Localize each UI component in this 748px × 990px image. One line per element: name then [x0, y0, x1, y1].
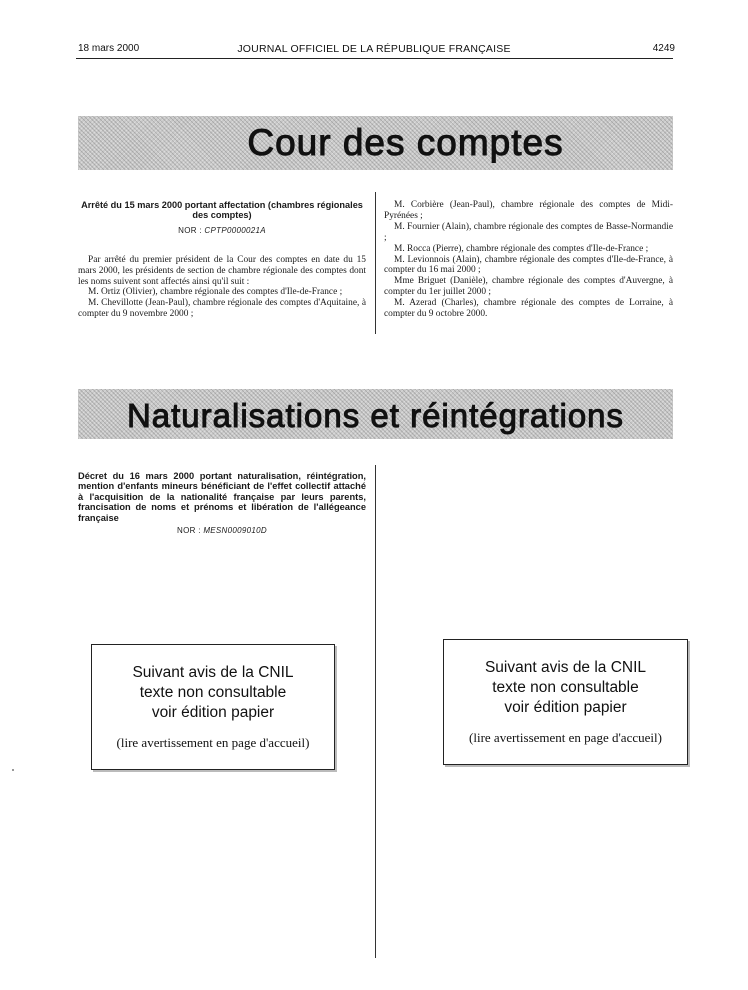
section2-left-column — [78, 471, 366, 537]
cnil-line: Suivant avis de la CNIL — [132, 664, 294, 681]
cnil-line: texte non consultable — [139, 684, 287, 701]
section1-right-column — [384, 200, 673, 320]
cnil-line: texte non consultable — [492, 679, 639, 696]
decret-title: Décret du 16 mars 2000 portant naturalisation, réintégration, mention d'enfants mineurs bénéficiant de l'effet collectif attaché à l'acquisition de la nationalité française par leurs parents, francisation de noms et prénoms et libération de l'allégeance française — [78, 471, 366, 523]
paragraph: Par arrêté du premier président de la Cour des comptes en date du 15 mars 2000, les présidents de section de chambre régionale des comptes dont les noms suivent sont affectés ainsi qu'il suit : — [78, 254, 366, 287]
banner-title: Cour des comptes — [247, 122, 564, 163]
nor-line — [78, 526, 366, 537]
section-banner-cour-des-comptes — [78, 116, 673, 170]
column-divider — [375, 192, 376, 334]
paragraph: M. Ortiz (Olivier), chambre régionale des comptes d'Ile-de-France ; — [88, 287, 343, 298]
banner-title: Naturalisations et réintégrations — [126, 397, 625, 434]
header-date: 18 mars 2000 — [78, 43, 140, 54]
paragraph: M. Azerad (Charles), chambre régionale des comptes de Lorraine, à compter du 9 octobre 2000. — [384, 298, 673, 320]
paragraph: M. Rocca (Pierre), chambre régionale des comptes d'Ile-de-France ; — [394, 243, 649, 254]
cnil-notice-box — [91, 644, 335, 770]
paragraph: M. Chevillotte (Jean-Paul), chambre régionale des comptes d'Aquitaine, à compter du 9 novembre 2000 ; — [78, 298, 366, 320]
nor-label: NOR : — [177, 526, 201, 536]
scan-speck — [12, 769, 14, 771]
cnil-note: (lire avertissement en page d'accueil) — [116, 735, 310, 750]
page-number: 4249 — [652, 43, 675, 54]
nor-code: MESN0009010D — [203, 526, 267, 536]
arrete-title: Arrêté du 15 mars 2000 portant affectation (chambres régionales des comptes) — [81, 200, 363, 221]
header-rule — [76, 58, 673, 59]
cnil-notice-box — [443, 639, 688, 765]
paragraph: M. Fournier (Alain), chambre régionale des comptes de Basse-Normandie ; — [384, 221, 673, 243]
paragraph: M. Levionnois (Alain), chambre régionale des comptes d'Ile-de-France, à compter du 16 mai 2000 ; — [384, 254, 673, 276]
cnil-line: voir édition papier — [504, 699, 627, 716]
paragraph: Mme Briguet (Danièle), chambre régionale des comptes d'Auvergne, à compter du 1er juillet 2000 ; — [384, 276, 673, 298]
cnil-note: (lire avertissement en page d'accueil) — [469, 730, 662, 745]
cnil-line: Suivant avis de la CNIL — [484, 659, 647, 676]
journal-title: JOURNAL OFFICIEL DE LA RÉPUBLIQUE FRANÇAISE — [237, 43, 511, 55]
section-banner-naturalisations — [78, 389, 673, 439]
cnil-line: voir édition papier — [151, 704, 275, 721]
paragraph: M. Corbière (Jean-Paul), chambre régionale des comptes de Midi-Pyrénées ; — [384, 200, 673, 221]
nor-label: NOR : — [178, 225, 202, 235]
nor-code: CPTP0000021A — [204, 225, 266, 235]
column-divider — [375, 465, 376, 958]
nor-line — [78, 226, 366, 237]
section1-left-column — [78, 200, 366, 320]
